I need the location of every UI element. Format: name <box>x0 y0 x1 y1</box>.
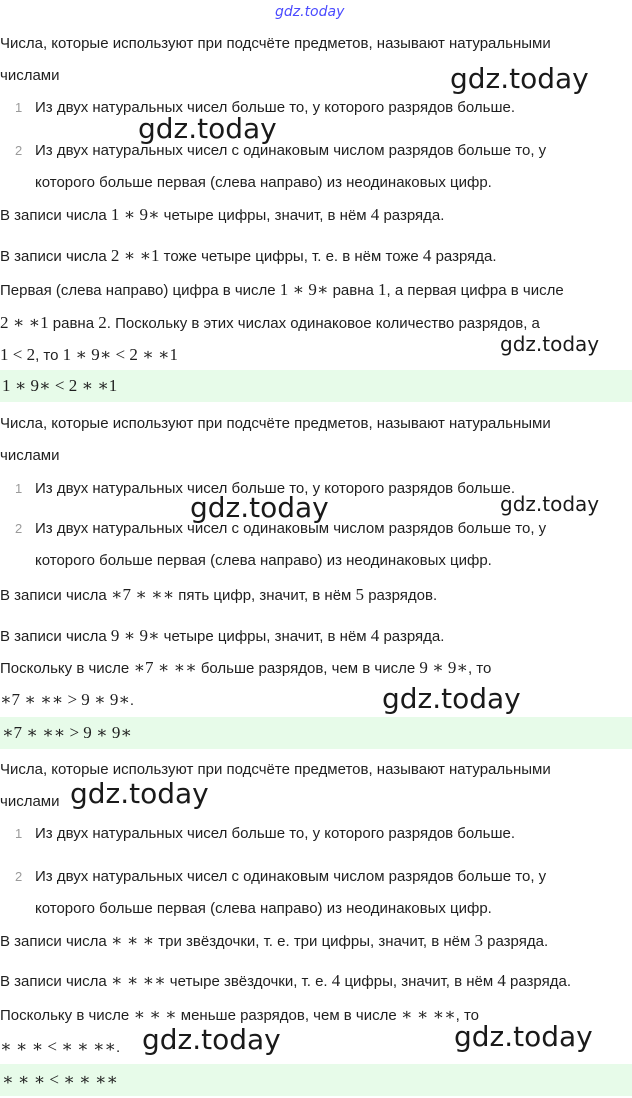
rule-2-text-cont: которого больше первая (слева направо) из неодинаковых цифр. <box>35 900 492 917</box>
watermark: gdz.today <box>454 1020 593 1053</box>
step-sentence: 1 < 2, то 1 ∗ 9∗ < 2 ∗ ∗1 <box>0 345 178 364</box>
step-sentence: В записи числа 2 ∗ ∗1 тоже четыре цифры, т. е. в нём тоже 4 разряда. <box>0 246 497 265</box>
math-expression: ∗ ∗ ∗∗ <box>110 971 166 990</box>
watermark: gdz.today <box>138 112 277 145</box>
step-sentence: В записи числа 1 ∗ 9∗ четыре цифры, значит, в нём 4 разряда. <box>0 205 445 224</box>
math-expression: 2 ∗ ∗1 <box>0 313 49 332</box>
math-expression: ∗ ∗ ∗∗ <box>400 1005 456 1024</box>
watermark: gdz.today <box>142 1023 281 1056</box>
step-sentence: В записи числа ∗ ∗ ∗ три звёздочки, т. е. три цифры, значит, в нём 3 разряда. <box>0 931 549 950</box>
math-expression: ∗7 ∗ ∗∗ > 9 ∗ 9∗ <box>0 690 130 709</box>
step-sentence: ∗7 ∗ ∗∗ > 9 ∗ 9∗. <box>0 690 135 709</box>
result-highlight <box>0 717 632 749</box>
step-sentence: Поскольку в числе ∗ ∗ ∗ меньше разрядов, чем в числе ∗ ∗ ∗∗, то <box>0 1005 480 1024</box>
intro-line-2: числами <box>0 447 60 464</box>
step-sentence: 2 ∗ ∗1 равна 2. Поскольку в этих числах одинаковое количество разрядов, а <box>0 313 540 332</box>
math-expression: ∗7 ∗ ∗∗ <box>110 585 175 604</box>
rule-number: 2 <box>15 143 23 158</box>
rule-2-text-cont: которого больше первая (слева направо) из неодинаковых цифр. <box>35 174 492 191</box>
rule-2-text: Из двух натуральных чисел с одинаковым числом разрядов больше то, у <box>35 142 547 159</box>
result-expression: ∗ ∗ ∗ < ∗ ∗ ∗∗ <box>2 1070 118 1089</box>
math-expression: 4 <box>422 246 432 265</box>
intro-line-1: Числа, которые используют при подсчёте предметов, называют натуральными <box>0 415 551 432</box>
rule-2-text: Из двух натуральных чисел с одинаковым числом разрядов больше то, у <box>35 520 547 537</box>
math-expression: 4 <box>370 626 380 645</box>
math-expression: ∗ ∗ ∗ <box>110 931 155 950</box>
result-highlight <box>0 1064 632 1096</box>
math-expression: 4 <box>497 971 506 990</box>
math-expression: 2 <box>98 313 107 332</box>
step-sentence: В записи числа 9 ∗ 9∗ четыре цифры, значит, в нём 4 разряда. <box>0 626 445 645</box>
intro-line-1: Числа, которые используют при подсчёте предметов, называют натуральными <box>0 761 551 778</box>
watermark: gdz.today <box>382 682 521 715</box>
math-expression: 1 <box>378 280 387 299</box>
math-expression: 9 ∗ 9∗ <box>419 658 468 677</box>
rule-1-text: Из двух натуральных чисел больше то, у которого разрядов больше. <box>35 480 516 497</box>
step-sentence: Первая (слева направо) цифра в числе 1 ∗ 9∗ равна 1, а первая цифра в числе <box>0 280 564 299</box>
intro-line-2: числами <box>0 793 60 810</box>
result-expression: ∗7 ∗ ∗∗ > 9 ∗ 9∗ <box>2 723 132 742</box>
rule-1-text: Из двух натуральных чисел больше то, у которого разрядов больше. <box>35 99 516 116</box>
rule-number: 1 <box>15 826 23 841</box>
math-expression: 1 ∗ 9∗ < 2 ∗ ∗1 <box>62 345 178 364</box>
math-expression: 2 ∗ ∗1 <box>110 246 160 265</box>
math-expression: 1 ∗ 9∗ <box>110 205 160 224</box>
result-highlight <box>0 370 632 402</box>
step-sentence: В записи числа ∗7 ∗ ∗∗ пять цифр, значит, в нём 5 разрядов. <box>0 585 438 604</box>
step-sentence: ∗ ∗ ∗ < ∗ ∗ ∗∗. <box>0 1037 121 1056</box>
rule-2-text-cont: которого больше первая (слева направо) из неодинаковых цифр. <box>35 552 492 569</box>
step-sentence: Поскольку в числе ∗7 ∗ ∗∗ больше разрядов, чем в числе 9 ∗ 9∗, то <box>0 658 492 677</box>
rule-number: 1 <box>15 100 23 115</box>
math-expression: 3 <box>474 931 483 950</box>
math-expression: 5 <box>355 585 365 604</box>
math-expression: 4 <box>331 971 341 990</box>
math-expression: 9 ∗ 9∗ <box>110 626 160 645</box>
math-expression: ∗ ∗ ∗ < ∗ ∗ ∗∗ <box>0 1037 116 1056</box>
watermark: gdz.today <box>500 332 600 356</box>
rule-number: 2 <box>15 869 23 884</box>
rule-1-text: Из двух натуральных чисел больше то, у которого разрядов больше. <box>35 825 516 842</box>
watermark-top: gdz.today <box>275 4 345 20</box>
math-expression: ∗7 ∗ ∗∗ <box>133 658 197 677</box>
intro-line-2: числами <box>0 67 60 84</box>
rule-number: 1 <box>15 481 23 496</box>
watermark: gdz.today <box>70 777 209 810</box>
math-expression: 4 <box>370 205 380 224</box>
rule-2-text: Из двух натуральных чисел с одинаковым числом разрядов больше то, у <box>35 868 547 885</box>
result-expression: 1 ∗ 9∗ < 2 ∗ ∗1 <box>2 376 118 395</box>
step-sentence: В записи числа ∗ ∗ ∗∗ четыре звёздочки, т. е. 4 цифры, значит, в нём 4 разряда. <box>0 971 571 990</box>
math-expression: 1 < 2 <box>0 345 36 364</box>
watermark: gdz.today <box>450 62 589 95</box>
intro-line-1: Числа, которые используют при подсчёте предметов, называют натуральными <box>0 35 551 52</box>
watermark: gdz.today <box>500 492 600 516</box>
rule-number: 2 <box>15 521 23 536</box>
watermark: gdz.today <box>190 491 329 524</box>
math-expression: ∗ ∗ ∗ <box>133 1005 177 1024</box>
math-expression: 1 ∗ 9∗ <box>279 280 329 299</box>
